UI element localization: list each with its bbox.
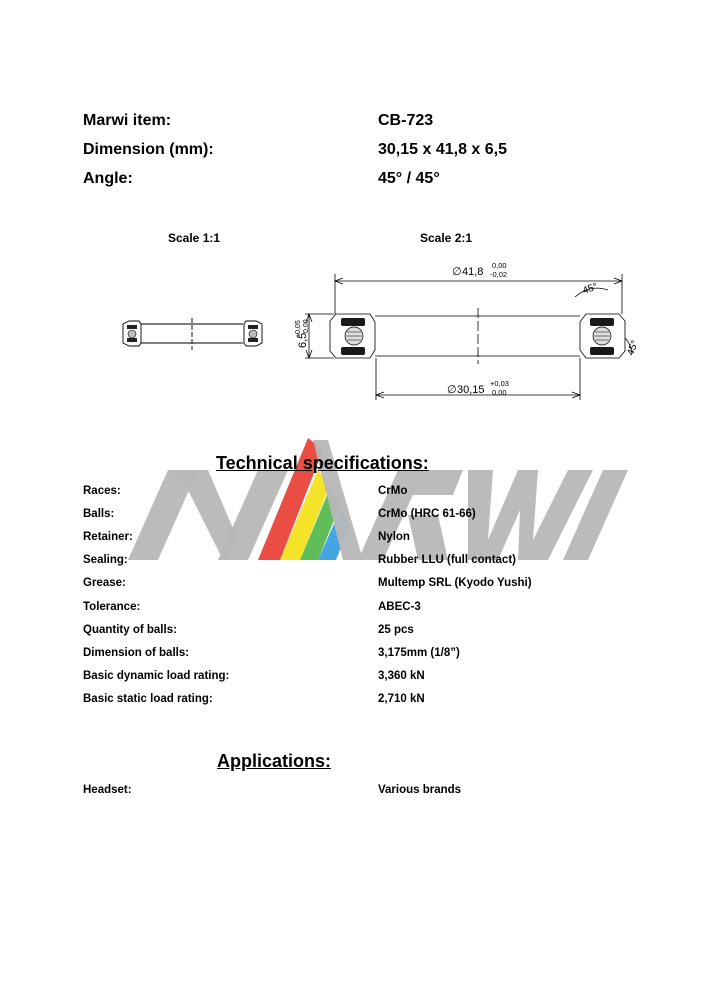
item-label: Marwi item: — [83, 112, 172, 129]
technical-specs-title: Technical specifications: — [216, 453, 429, 473]
outer-diameter-symbol: ∅ — [452, 266, 462, 278]
bearing-drawing-scale-1 — [115, 312, 270, 356]
spec-row-label: Basic dynamic load rating: — [83, 669, 230, 682]
inner-tol-upper: +0,03 — [490, 379, 509, 388]
spec-row-value: Nylon — [378, 531, 410, 544]
angle-side-text: 45° — [625, 339, 641, 358]
spec-row-value: Rubber LLU (full contact) — [378, 554, 516, 567]
spec-row-label: Tolerance: — [83, 600, 141, 613]
spec-row-label: Retainer: — [83, 531, 133, 544]
angle-label: Angle: — [83, 170, 133, 187]
spec-row-label: Races: — [83, 485, 121, 497]
bearing-drawing-scale-2 — [290, 258, 650, 408]
spec-row-value: 3,360 kN — [378, 669, 425, 682]
outer-tol-lower: -0,02 — [490, 270, 508, 279]
spec-row-value: 2,710 kN — [378, 692, 425, 705]
inner-diameter-text: 30,15 — [457, 384, 485, 396]
spec-row-value: CrMo — [378, 485, 408, 497]
inner-diameter-symbol: ∅ — [447, 384, 457, 396]
dimension-label: Dimension (mm): — [83, 141, 214, 158]
application-row-value: Various brands — [378, 784, 462, 796]
applications-title: Applications: — [217, 751, 332, 771]
dimension-value: 30,15 x 41,8 x 6,5 — [378, 141, 507, 158]
spec-row-value: 25 pcs — [378, 623, 414, 636]
width-tol-upper: +0,05 — [295, 320, 302, 338]
outer-diameter-text: 41,8 — [462, 266, 484, 278]
spec-row-label: Dimension of balls: — [83, 646, 190, 659]
spec-row-label: Grease: — [83, 577, 126, 590]
item-value: CB-723 — [378, 112, 434, 129]
spec-row-label: Balls: — [83, 508, 115, 521]
spec-row-label: Quantity of balls: — [83, 623, 177, 636]
angle-value: 45° / 45° — [378, 170, 440, 187]
spec-row-label: Sealing: — [83, 554, 128, 567]
marwi-watermark-logo — [108, 430, 628, 565]
width-text: 6,5 — [297, 332, 309, 348]
width-tol-lower: 0,00 — [303, 319, 310, 333]
spec-row-label: Basic static load rating: — [83, 692, 213, 705]
scale-1-label: Scale 1:1 — [168, 231, 221, 245]
spec-row-value: 3,175mm (1/8”) — [378, 646, 460, 659]
spec-row-value: ABEC-3 — [378, 600, 421, 613]
spec-row-value: CrMo (HRC 61-66) — [378, 508, 476, 521]
outer-tol-upper: 0,00 — [492, 261, 507, 270]
angle-top-text: 45° — [581, 281, 600, 297]
application-row-label: Headset: — [83, 784, 132, 796]
inner-tol-lower: 0,00 — [492, 388, 507, 397]
scale-2-label: Scale 2:1 — [420, 231, 473, 245]
spec-row-value: Multemp SRL (Kyodo Yushi) — [378, 577, 532, 590]
